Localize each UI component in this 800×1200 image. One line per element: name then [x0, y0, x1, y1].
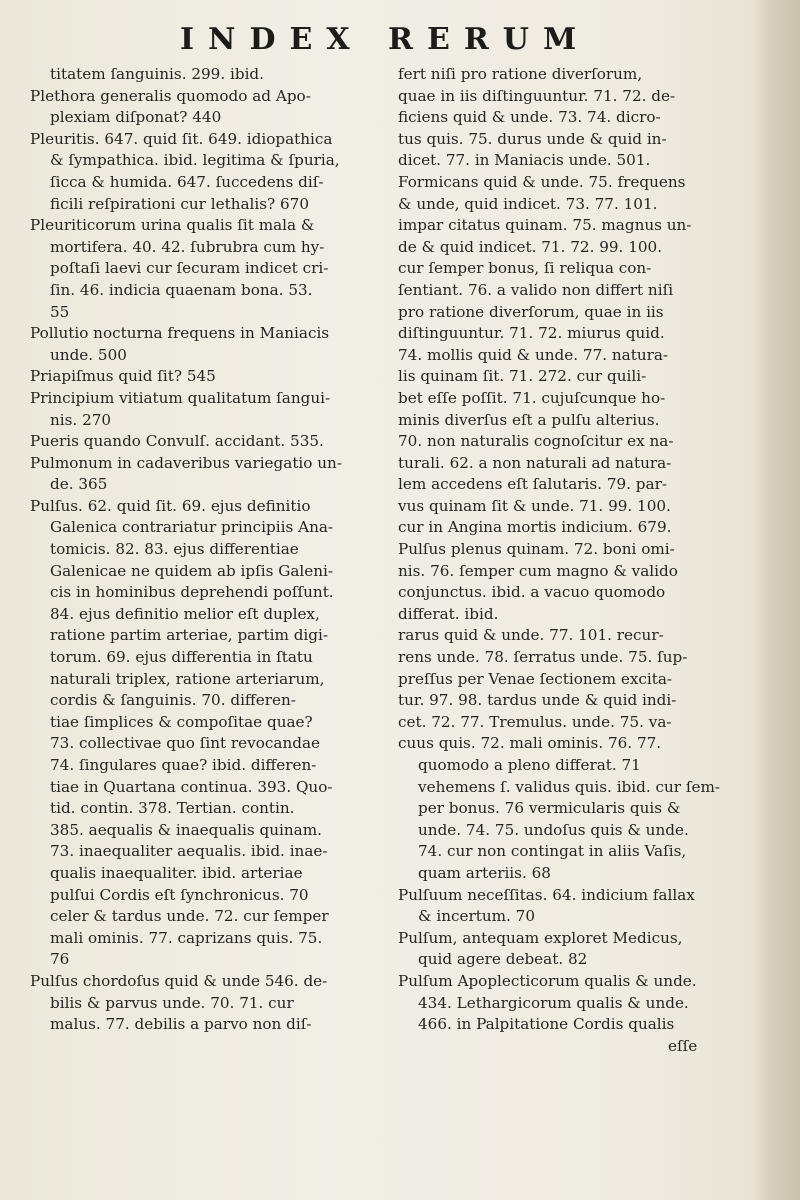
index-line: per bonus. 76 vermicularis quis & [418, 799, 681, 818]
index-line: ſicca & humida. 647. ſuccedens diſ- [50, 172, 324, 191]
index-line: 76 [50, 950, 70, 969]
index-line: Priapiſmus quid ſit? 545 [30, 367, 216, 386]
index-line: differat. ibid. [398, 604, 499, 623]
index-line: ſin. 46. indicia quaenam bona. 53. [50, 280, 313, 299]
index-line: quid agere debeat. 82 [418, 950, 588, 969]
index-line: conjunctus. ibid. a vacuo quomodo [398, 583, 666, 602]
index-line: tur. 97. 98. tardus unde & quid indi- [398, 691, 677, 710]
index-line: minis diverſus eſt a pulſu alterius. [398, 410, 660, 429]
index-line: pro ratione diverſorum, quae in iis [398, 302, 664, 321]
index-line: vehemens ſ. validus quis. ibid. cur ſem- [418, 777, 721, 796]
index-line: 74. ſingulares quae? ibid. differen- [50, 756, 317, 774]
index-line: titatem ſanguinis. 299. ibid. [50, 65, 264, 83]
index-line: vus quinam ſit & unde. 71. 99. 100. [398, 496, 671, 515]
index-line: Pulſus chordoſus quid & unde 546. de- [30, 971, 328, 990]
index-line: 466. in Palpitatione Cordis qualis [418, 1015, 675, 1034]
index-line: 74. cur non contingat in aliis Vaſis, [418, 842, 687, 861]
index-line: 70. non naturalis cognoſcitur ex na- [398, 432, 674, 451]
index-line: Pulſum Apoplecticorum qualis & unde. [398, 971, 697, 990]
index-line: & unde, quid indicet. 73. 77. 101. [398, 194, 658, 213]
index-line: 434. Lethargicorum qualis & unde. [418, 993, 689, 1012]
page-header: INDEX RERUM [180, 22, 591, 57]
index-line: turali. 62. a non naturali ad natura- [398, 453, 672, 472]
index-line: Principium vitiatum qualitatum ſangui- [30, 388, 331, 407]
index-line: Pueris quando Convulſ. accidant. 535. [30, 432, 324, 451]
index-line: Pollutio nocturna frequens in Maniacis [30, 324, 330, 343]
index-line: celer & tardus unde. 72. cur ſemper [50, 907, 329, 926]
page-edge-shadow [752, 0, 800, 1200]
index-line: Formicans quid & unde. 75. frequens [398, 172, 686, 191]
index-line: Pulſus. 62. quid ſit. 69. ejus definitio [30, 496, 311, 515]
index-line: cur ſemper bonus, ſi reliqua con- [398, 259, 652, 278]
left-column [30, 64, 370, 1036]
index-line: fert niſi pro ratione diverſorum, [398, 65, 643, 83]
index-line: bet eſſe poſſit. 71. cujuſcunque ho- [398, 388, 666, 407]
index-line: torum. 69. ejus differentia in ſtatu [50, 648, 313, 667]
index-line: quomodo a pleno differat. 71 [418, 756, 641, 774]
index-line: 385. aequalis & inaequalis quinam. [50, 820, 322, 839]
index-line: qualis inaequaliter. ibid. arteriae [50, 863, 303, 882]
index-line: 74. mollis quid & unde. 77. natura- [398, 345, 669, 364]
index-line: Pleuriticorum urina qualis ſit mala & [30, 216, 315, 235]
index-line: & ſympathica. ibid. legitima & ſpuria, [50, 151, 340, 170]
index-line: Pulſuum neceſſitas. 64. indicium fallax [398, 885, 695, 904]
index-line: ficili reſpirationi cur lethalis? 670 [50, 194, 309, 213]
index-line: tiae in Quartana continua. 393. Quo- [50, 777, 333, 796]
index-line: cuus quis. 72. mali ominis. 76. 77. [398, 734, 662, 753]
index-line: Pulſus plenus quinam. 72. boni omi- [398, 540, 675, 559]
index-line: preſſus per Venae ſectionem excita- [398, 669, 673, 688]
index-line: tid. contin. 378. Tertian. contin. [50, 799, 295, 818]
index-line: tiae ſimplices & compoſitae quae? [50, 712, 313, 731]
index-line: 84. ejus definitio melior eſt duplex, [50, 604, 320, 623]
index-line: ficiens quid & unde. 73. 74. dicro- [398, 108, 661, 127]
index-line: naturali triplex, ratione arteriarum, [50, 669, 325, 688]
index-line: lis quinam ſit. 71. 272. cur quili- [398, 367, 647, 386]
index-line: diſtinguuntur. 71. 72. miurus quid. [398, 324, 665, 343]
index-line: bilis & parvus unde. 70. 71. cur [50, 993, 294, 1012]
index-line: dicet. 77. in Maniacis unde. 501. [398, 151, 651, 170]
index-line: nis. 270 [50, 410, 112, 429]
index-line: lem accedens eſt ſalutaris. 79. par- [398, 475, 667, 494]
index-line: ratione partim arteriae, partim digi- [50, 626, 328, 645]
index-line: 73. inaequaliter aequalis. ibid. inae- [50, 842, 328, 861]
index-line: tus quis. 75. durus unde & quid in- [398, 129, 667, 148]
index-line: plexiam diſponat? 440 [50, 108, 222, 127]
index-line: pulſui Cordis eſt ſynchronicus. 70 [50, 885, 309, 904]
index-line: cordis & ſanguinis. 70. differen- [50, 691, 296, 710]
index-line: rarus quid & unde. 77. 101. recur- [398, 626, 664, 645]
index-line: poſtaſi laevi cur ſecuram indicet cri- [50, 259, 329, 278]
index-line: nis. 76. ſemper cum magno & valido [398, 561, 678, 580]
index-line: unde. 74. 75. undoſus quis & unde. [418, 820, 689, 839]
index-line: & incertum. 70 [418, 907, 536, 926]
index-line: quam arteriis. 68 [418, 863, 551, 882]
index-line: unde. 500 [50, 345, 127, 364]
index-line: cis in hominibus deprehendi poſſunt. [50, 583, 334, 602]
index-line: de. 365 [50, 475, 108, 494]
index-line: de & quid indicet. 71. 72. 99. 100. [398, 237, 663, 256]
index-line: malus. 77. debilis a parvo non diſ- [50, 1015, 312, 1034]
index-line: cet. 72. 77. Tremulus. unde. 75. va- [398, 712, 672, 731]
index-line: Pleuritis. 647. quid ſit. 649. idiopathica [30, 129, 333, 148]
index-line: Plethora generalis quomodo ad Apo- [30, 86, 311, 105]
index-line: Galenicae ne quidem ab ipſis Galeni- [50, 561, 334, 580]
index-line: 55 [50, 302, 70, 321]
right-column [398, 64, 740, 1057]
index-line: Galenica contrariatur principiis Ana- [50, 518, 334, 537]
index-line: Pulmonum in cadaveribus variegatio un- [30, 453, 342, 472]
index-line: quae in iis diſtinguuntur. 71. 72. de- [398, 86, 676, 105]
index-line: mortifera. 40. 42. ſubrubra cum hy- [50, 237, 325, 256]
index-line: cur in Angina mortis indicium. 679. [398, 518, 672, 537]
index-line: ſentiant. 76. a valido non differt niſi [398, 280, 674, 299]
index-line: mali ominis. 77. caprizans quis. 75. [50, 928, 323, 947]
index-line: rens unde. 78. ſerratus unde. 75. ſup- [398, 648, 688, 667]
index-line: 73. collectivae quo ſint revocandae [50, 734, 320, 753]
index-line: eſſe [668, 1036, 698, 1055]
index-line: tomicis. 82. 83. ejus differentiae [50, 540, 299, 559]
index-line: Pulſum, antequam exploret Medicus, [398, 928, 683, 947]
index-line: impar citatus quinam. 75. magnus un- [398, 216, 692, 235]
